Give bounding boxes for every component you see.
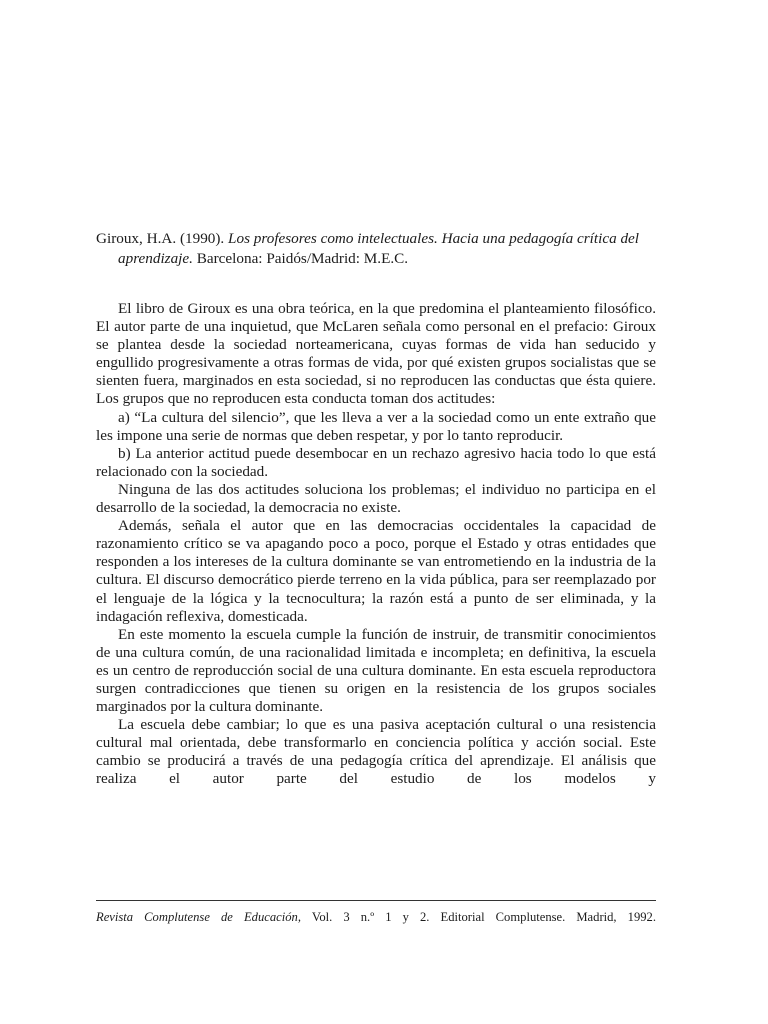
citation-author-year: Giroux, H.A. (1990). <box>96 230 229 247</box>
review-body <box>96 300 656 789</box>
paragraph-school-function: En este momento la escuela cumple la función de instruir, de transmitir conocimientos de una cultura común, de una racionalidad limitada e incompleta; en definitiva, la escuela es un centro de reproducción social de una cultura dominante. En esta escuela reproductora surgen contradicciones que tienen su origen en la resistencia de los grupos sociales marginados por la cultura dominante. <box>96 625 656 716</box>
page-footer <box>96 909 656 925</box>
paragraph-attitude-b: b) La anterior actitud puede desembocar en un rechazo agresivo hacia todo lo que está relacionado con la sociedad. <box>96 444 656 480</box>
footer-journal: Revista Complutense de Educación, <box>96 910 301 924</box>
citation-publisher: Barcelona: Paidós/Madrid: M.E.C. <box>192 250 409 267</box>
bibliographic-citation <box>96 229 656 269</box>
footer-divider <box>96 900 656 901</box>
paragraph-attitude-a: a) “La cultura del silencio”, que les lleva a ver a la sociedad como un ente extraño que les impone una serie de normas que deben respetar, y por lo tanto reproducir. <box>96 408 656 444</box>
paragraph-problems: Ninguna de las dos actitudes soluciona los problemas; el individuo no participa en el desarrollo de la sociedad, la democracia no existe. <box>96 480 656 517</box>
paragraph-intro: El libro de Giroux es una obra teórica, en la que predomina el planteamiento filosófico. El autor parte de una inquietud, que McLaren señala como personal en el prefacio: Giroux se plantea desde la sociedad norteamericana, cuyas formas de vida han seducido y engullido progresivamente a otras formas de vida, por qué existen grupos socialistas que se sienten fuera, marginados en esta sociedad, si no reproducen las conductas que ésta quiere. Los grupos que no reproducen esta conducta toman dos actitudes: <box>96 300 656 408</box>
paragraph-democracies: Además, señala el autor que en las democracias occidentales la capacidad de razonamiento crítico se va apagando poco a poco, porque el Estado y otras entidades que responden a los intereses de la cultura dominante se van entrometiendo en la industria de la cultura. El discurso democrático pierde terreno en la vida pública, para ser reemplazado por el lenguaje de la lógica y la tecnocultura; la razón está a punto de ser eliminada, y la indagación reflexiva, domesticada. <box>96 517 656 625</box>
paragraph-school-change: La escuela debe cambiar; lo que es una pasiva aceptación cultural o una resistencia cultural mal orientada, debe transformarlo en conciencia política y acción social. Este cambio se producirá a través de una pedagogía crítica del aprendizaje. El análisis que realiza el autor parte del estudio de los modelos y <box>96 716 656 788</box>
citation-title: Los profesores como intelectuales. Hacia una pedagogía crítica del aprendizaje. <box>118 230 640 267</box>
footer-details: Vol. 3 n.º 1 y 2. Editorial Complutense. Madrid, 1992. <box>301 910 657 924</box>
page <box>96 0 656 1024</box>
